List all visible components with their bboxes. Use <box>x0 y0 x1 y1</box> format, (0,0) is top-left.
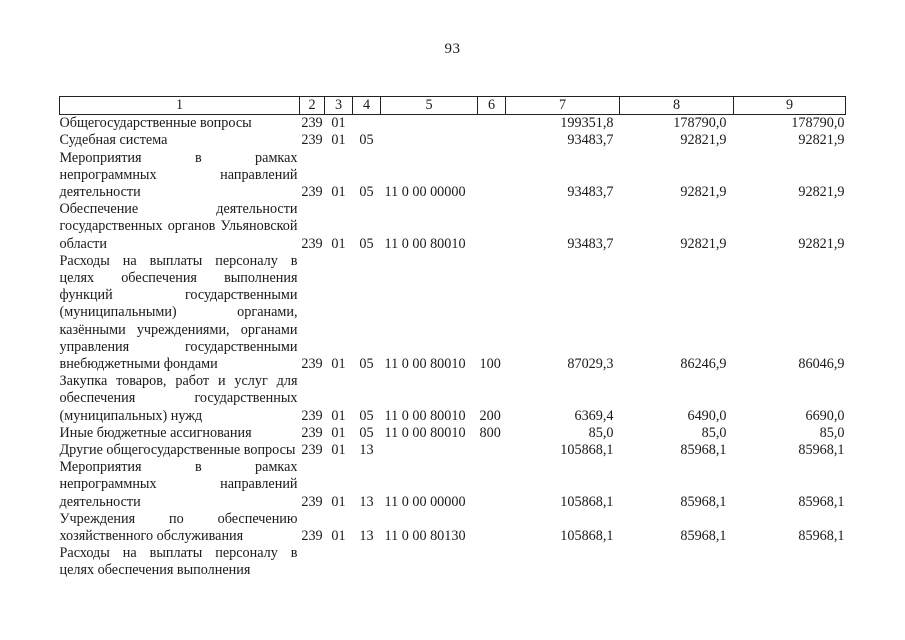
row-target-article: 11 0 00 80010 <box>384 356 466 373</box>
row-value-col9: 85968,1 <box>798 528 845 545</box>
row-grbs: 239 <box>301 115 323 132</box>
row-subsection: 05 <box>359 235 374 252</box>
row-grbs: 239 <box>301 493 323 510</box>
row-value-col9: 6690,0 <box>805 407 845 424</box>
row-target-article: 11 0 00 00000 <box>384 184 466 201</box>
row-subsection: 05 <box>359 424 374 441</box>
row-value-col7: 105868,1 <box>560 442 614 459</box>
row-name: Общегосударственные вопросы <box>59 115 252 132</box>
row-expense-type <box>478 459 506 511</box>
row-name: Обеспечение деятельности государственных органов Ульяновской области <box>59 201 298 252</box>
row-expense-type <box>478 201 506 253</box>
row-value-col7: 93483,7 <box>567 132 614 149</box>
row-section <box>325 545 353 579</box>
column-header-5: 5 <box>381 97 478 115</box>
row-target-article: 11 0 00 00000 <box>384 493 466 510</box>
row-value-col8: 85,0 <box>701 424 727 441</box>
row-value-col7: 199351,8 <box>560 115 614 132</box>
row-value-col8 <box>620 545 734 579</box>
row-target-article: 11 0 00 80010 <box>384 407 466 424</box>
table-row <box>60 442 846 459</box>
row-value-col7: 87029,3 <box>567 356 614 373</box>
budget-table-container <box>59 96 845 580</box>
row-grbs: 239 <box>301 442 323 459</box>
row-name: Закупка товаров, работ и услуг для обеспечения государственных (муниципальных) нужд <box>59 373 298 424</box>
row-grbs: 239 <box>301 424 323 441</box>
row-section: 01 <box>331 132 346 149</box>
row-value-col8: 178790,0 <box>673 115 727 132</box>
budget-table <box>59 96 846 580</box>
row-expense-type <box>478 545 506 579</box>
table-row <box>60 115 846 133</box>
row-target-article <box>381 115 478 133</box>
row-section: 01 <box>331 407 346 424</box>
table-row <box>60 459 846 511</box>
row-name: Учреждения по обеспечению хозяйственного обслуживания <box>59 510 298 545</box>
row-value-col8: 86246,9 <box>680 356 727 373</box>
row-section: 01 <box>331 235 346 252</box>
row-grbs: 239 <box>301 184 323 201</box>
column-header-8: 8 <box>620 97 734 115</box>
column-header-1: 1 <box>60 97 300 115</box>
table-header <box>60 97 846 115</box>
row-value-col9: 92821,9 <box>798 184 845 201</box>
table-row <box>60 373 846 425</box>
table-row <box>60 511 846 545</box>
row-name: Иные бюджетные ассигнования <box>59 424 252 441</box>
table-row <box>60 425 846 442</box>
table-row <box>60 132 846 149</box>
table-row <box>60 253 846 373</box>
column-header-2: 2 <box>300 97 325 115</box>
row-value-col8: 85968,1 <box>680 528 727 545</box>
row-subsection: 05 <box>359 184 374 201</box>
row-value-col9: 85,0 <box>819 424 845 441</box>
row-value-col8: 85968,1 <box>680 493 727 510</box>
row-value-col8: 92821,9 <box>680 132 727 149</box>
row-value-col9: 85968,1 <box>798 442 845 459</box>
row-name: Расходы на выплаты персоналу в целях обеспечения выполнения функций государственными (муниципальными) органами, казёнными учреждениями, органами управления государственными внебюджетными фондами <box>59 252 298 373</box>
row-section: 01 <box>331 528 346 545</box>
row-value-col9: 178790,0 <box>791 115 845 132</box>
row-value-col9: 92821,9 <box>798 235 845 252</box>
row-value-col7: 6369,4 <box>574 407 614 424</box>
row-target-article <box>381 132 478 149</box>
table-row <box>60 150 846 202</box>
row-value-col7: 93483,7 <box>567 235 614 252</box>
row-subsection <box>353 115 381 133</box>
row-value-col8: 92821,9 <box>680 235 727 252</box>
row-grbs: 239 <box>301 356 323 373</box>
row-grbs: 239 <box>301 407 323 424</box>
row-name: Мероприятия в рамках непрограммных направлений деятельности <box>59 459 298 510</box>
row-expense-type <box>478 150 506 202</box>
page-number: 93 <box>444 41 461 57</box>
row-subsection: 13 <box>359 493 374 510</box>
row-section: 01 <box>331 493 346 510</box>
row-section: 01 <box>331 184 346 201</box>
row-section: 01 <box>331 442 346 459</box>
row-value-col7 <box>506 545 620 579</box>
row-subsection: 05 <box>359 356 374 373</box>
column-header-9: 9 <box>734 97 846 115</box>
row-name: Другие общегосударственные вопросы <box>59 442 296 459</box>
row-value-col9: 86046,9 <box>798 356 845 373</box>
row-value-col8: 6490,0 <box>687 407 727 424</box>
row-value-col9 <box>734 545 846 579</box>
row-grbs: 239 <box>301 132 323 149</box>
row-grbs <box>300 545 325 579</box>
table-row <box>60 201 846 253</box>
row-target-article: 11 0 00 80130 <box>384 528 466 545</box>
row-grbs: 239 <box>301 235 323 252</box>
row-expense-type <box>478 132 506 149</box>
row-value-col7: 105868,1 <box>560 528 614 545</box>
row-expense-type: 800 <box>479 424 501 441</box>
row-subsection: 05 <box>359 407 374 424</box>
column-header-6: 6 <box>478 97 506 115</box>
row-target-article <box>381 545 478 579</box>
table-body <box>60 115 846 580</box>
row-name: Судебная система <box>59 132 168 149</box>
row-value-col7: 105868,1 <box>560 493 614 510</box>
row-subsection: 05 <box>359 132 374 149</box>
column-header-7: 7 <box>506 97 620 115</box>
row-section: 01 <box>331 115 346 132</box>
row-value-col8: 92821,9 <box>680 184 727 201</box>
column-header-4: 4 <box>353 97 381 115</box>
row-section: 01 <box>331 356 346 373</box>
row-value-col7: 85,0 <box>588 424 614 441</box>
table-row <box>60 545 846 579</box>
row-expense-type <box>478 442 506 459</box>
row-name: Мероприятия в рамках непрограммных направлений деятельности <box>59 149 298 201</box>
row-value-col9: 92821,9 <box>798 132 845 149</box>
row-target-article: 11 0 00 80010 <box>384 235 466 252</box>
row-grbs: 239 <box>301 528 323 545</box>
row-section: 01 <box>331 424 346 441</box>
row-subsection: 13 <box>359 528 374 545</box>
row-expense-type: 200 <box>479 407 501 424</box>
row-value-col8: 85968,1 <box>680 442 727 459</box>
row-value-col7: 93483,7 <box>567 184 614 201</box>
row-subsection <box>353 545 381 579</box>
row-expense-type: 100 <box>479 356 501 373</box>
header-row <box>60 97 846 115</box>
row-expense-type <box>478 511 506 545</box>
row-target-article: 11 0 00 80010 <box>384 424 466 441</box>
row-value-col9: 85968,1 <box>798 493 845 510</box>
row-name: Расходы на выплаты персоналу в целях обеспечения выполнения <box>59 545 298 579</box>
row-subsection: 13 <box>359 442 374 459</box>
row-target-article <box>381 442 478 459</box>
column-header-3: 3 <box>325 97 353 115</box>
row-expense-type <box>478 115 506 133</box>
